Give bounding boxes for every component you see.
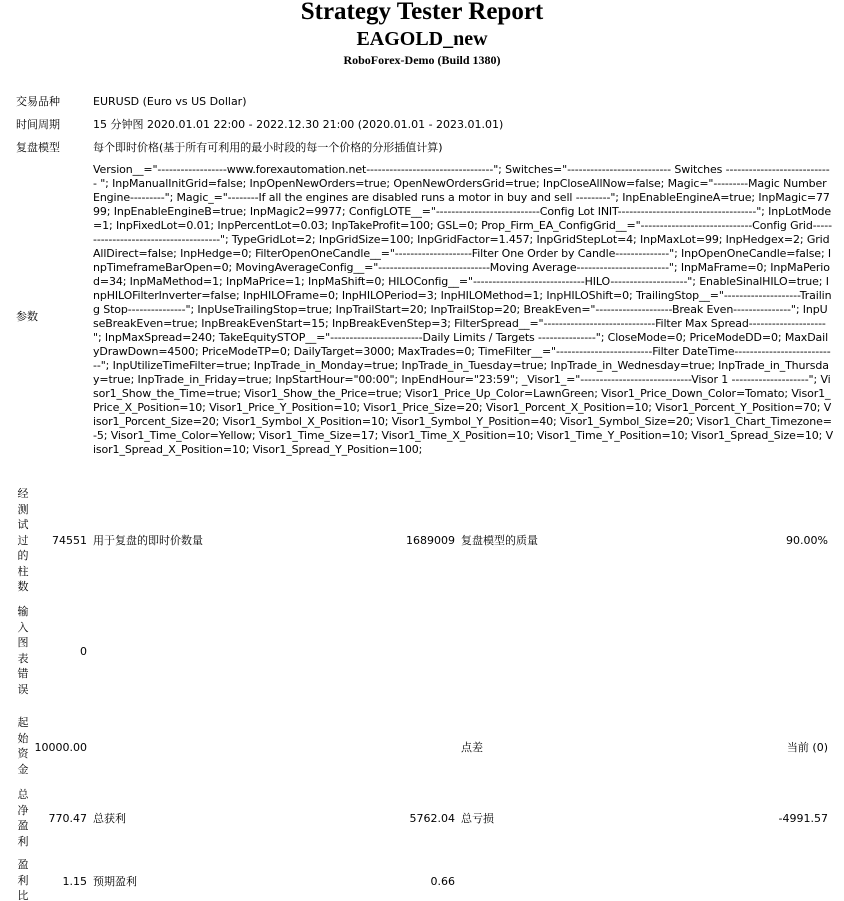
params-label: 参数 [16,310,38,323]
bars-value: 74551 [52,534,87,547]
bars-label: 经测试过的柱数 [17,487,29,593]
symbol-value: EURUSD (Euro vs US Dollar) [93,95,247,108]
deposit-value: 10000.00 [34,741,87,754]
spread-value: 当前 (0) [786,741,828,754]
expected-payoff-value: 0.66 [430,875,455,888]
errors-value: 0 [80,645,87,658]
profit-factor-value: 1.15 [62,875,87,888]
symbol-label: 交易品种 [16,95,60,108]
errors-label: 输入图表错误 [17,605,29,696]
params-value: Version__="------------------www.forexautomation.net---------------------------------"; Switches="--------------------------- Switches ---------------------------- "; InpManualInitGrid=false; InpOpenNewOrders=true; OpenNewOrdersGrid=true; InpCloseAllNow=false; Magic="---------Magic Number Engine---------"; Magic_="--------If all the engines are disabled runs a motor in buy and sell ---------"; InpEnableEngineA=true; InpMagic=7799; InpEnableEngineB=true; InpMagic2=9977; ConfigLOTE__="---------------------------Config Lot INIT------------------------------------"; InpLotMode=1; InpFixedLot=0.01; InpPercentLot=0.03; InpTakeProfit=100; GSL=0; Prop_Firm_EA_ConfigGrid__="-----------------------------Config Grid--------------------------------------"; TypeGridLot=2; InpGridSize=100; InpGridFactor=1.457; InpGridStepLot=4; InpMaxLot=99; InpHedgex=2; GridAllDirect=false; InpHedge=0; FilterOpenOneCandle__="--------------------Filter One Order by Candle--------------"; InpOpenOneCandle=false; InpTimeframeBarOpen=0; MovingAverageConfig__="-----------------------------Moving Average------------------------"; InpMaFrame=0; InpMaPeriod=34; InpMaMethod=1; InpMaPrice=1; InpMaShift=0; HILOConfig__="-----------------------------HILO--------------------"; EnableSinalHILO=true; InpHILOFilterInverter=false; InpHILOFrame=0; InpHILOPeriod=3; InpHILOMethod=1; InpHILOShift=0; TrailingStop__="--------------------Trailing Stop---------------"; InpUseTrailingStop=true; InpTrailStart=20; InpTrailStop=20; BreakEven="--------------------Break Even---------------"; InpUseBreakEven=true; InpBreakEvenStart=15; InpBreakEvenStep=3; FilterSpread__="-----------------------------Filter Max Spread--------------------"; InpMaxSpread=240; TakeEquitySTOP__="------------------------Daily Limits / Targets ---------------"; CloseMode=0; PriceModeDD=0; MaxDailyDrawDown=4500; PriceModeTP=0; DailyTarget=3000; MaxTrades=0; TimeFilter__="-------------------------Filter DateTime---------------------------"; InpUtilizeTimeFilter=true; InpTrade_in_Monday=true; InpTrade_in_Tuesday=true; InpTrade_in_Wednesday=true; InpTrade_in_Thursday=true; InpTrade_in_Friday=true; InpStartHour="00:00"; InpEndHour="23:59"; _Visor1_="-----------------------------Visor 1 --------------------"; Visor1_Show_the_Time=true; Visor1_Show_the_Price=true; Visor1_Price_Up_Color=LawnGreen; Visor1_Price_Down_Color=Tomato; Visor1_Price_X_Position=10; Visor1_Price_Y_Position=10; Visor1_Price_Size=20; Visor1_Porcent_X_Position=10; Visor1_Porcent_Y_Position=70; Visor1_Porcent_Size=20; Visor1_Symbol_X_Position=10; Visor1_Symbol_Y_Position=40; Visor1_Symbol_Size=20; Visor1_Chart_Timezone=-5; Visor1_Time_Color=Yellow; Visor1_Time_Size=17; Visor1_Time_X_Position=10; Visor1_Time_Y_Position=10; Visor1_Spread_Size=10; Visor1_Spread_X_Position=10; Visor1_Spread_Y_Position=100; [93,163,833,456]
ticks-label: 用于复盘的即时价数量 [93,534,203,547]
ticks-value: 1689009 [406,534,455,547]
gross-loss-label: 总亏损 [461,812,494,825]
expert-name: EAGOLD_new [356,28,488,50]
report-title: Strategy Tester Report [300,0,544,25]
net-profit-value: 770.47 [48,812,87,825]
model-label: 复盘模型 [16,141,60,154]
expected-payoff-label: 预期盈利 [93,875,137,888]
gross-profit-value: 5762.04 [409,812,455,825]
profit-factor-label: 盈利比 [17,858,29,901]
server-name: RoboForex-Demo (Build 1380) [343,53,501,67]
model-value: 每个即时价格(基于所有可利用的最小时段的每一个价格的分形插值计算) [93,141,443,154]
gross-profit-label: 总获利 [93,812,126,825]
quality-label: 复盘模型的质量 [461,534,538,547]
net-profit-label: 总净盈利 [17,788,29,848]
period-value: 15 分钟图 2020.01.01 22:00 - 2022.12.30 21:00 (2020.01.01 - 2023.01.01) [93,118,504,131]
period-label: 时间周期 [16,118,60,131]
gross-loss-value: -4991.57 [778,812,828,825]
deposit-label: 起始资金 [17,716,29,776]
spread-label: 点差 [461,741,483,754]
quality-value: 90.00% [786,534,828,547]
